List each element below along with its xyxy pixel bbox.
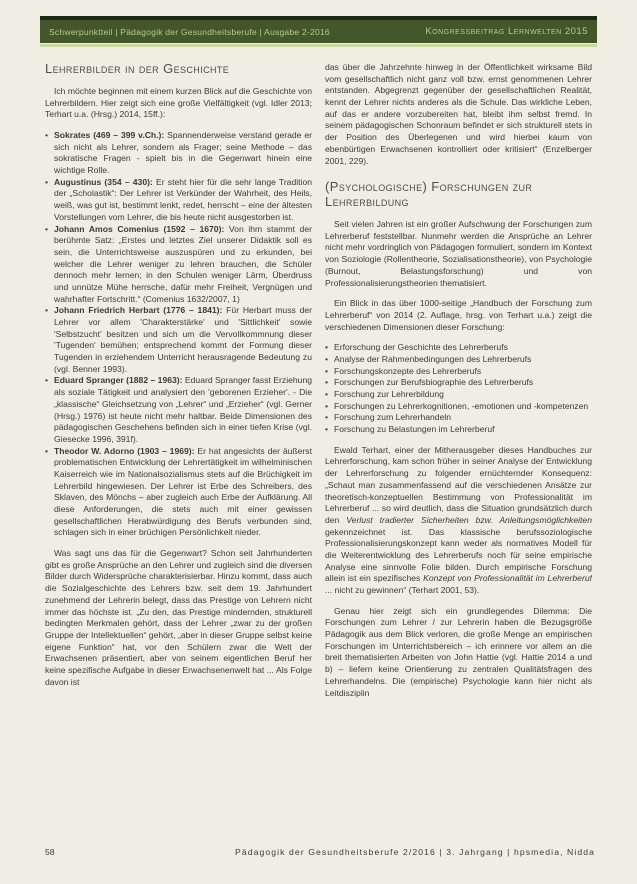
- history-item-text: Eduard Spranger fasst Erziehung als soziale Tätigkeit und analysiert den 'geborenen Erzieher'. - Die „klassische“ Gleichsetzung von „Lehrer“ und „Erzieher“ (vgl. Gerner (Hrsg.) 1976) ist heute nicht mehr haltbar. Beide Dimensionen des pädagogischen Geschehens befinden sich in einer tiefen Krise (vgl. Giesecke 1996, 391f).: [54, 375, 312, 444]
- history-item-name: Johann Amos Comenius (1592 – 1670):: [54, 223, 225, 234]
- history-item-name: Eduard Spranger (1882 – 1963):: [54, 375, 183, 386]
- history-item-name: Augustinus (354 – 430):: [54, 176, 153, 187]
- present-paragraph: Was sagt uns das für die Gegenwart? Schon seit Jahrhunderten gibt es große Ansprüche an den Lehrer und zugleich sind die diversen Bilder durch Widersprüche charakterisierbar. Hinzu kommt, dass auch die Sozialgeschichte des Lehrers bzw. seit dem 19. Jahrhundert zunehmend der Lehrerin belegt, dass das Prestige von Lehrern nicht immer das höchste ist. „Zu den, das Prestige mindernden, strukturell bedingten Merkmalen gehört, dass der Lehrer „zwar zu der großen Gruppe der Intellektuellen“ gehört, „aber in dieser Gruppe selbst keine eigene Funktion“ hat, vor den Schülern zwar die Welt der Erwachsenen präsentiert, aber von seinem eigentlichen Beruf her keine spezifische Aufgabe in dieser Erwachsenenwelt hat ... Als Folge davon ist: [45, 548, 312, 687]
- history-item-text: Von ihm stammt der berühmte Satz: „Erstes und letztes Ziel unserer Didaktik soll es sein, die Unterrichtsweise auszuspüren und zu erkunden, bei welcher die Lehrer weniger zu lehren brauchen, die Schüler dennoch mehr lernen; in den Schulen weniger Lärm, Überdruss und unnütze Mühe herrsche, dafür mehr Freiheit, Vergnügen und wahrhafter Fortschritt.“ (Comenius 1632/2007, 1): [54, 223, 312, 304]
- intro-paragraph: Ich möchte beginnen mit einem kurzen Blick auf die Geschichte von Lehrerbildern. Hier zeigt sich eine große Vielfältigkeit (vgl. Idler 2013; Terhart u.a. (Hrsg.) 2014, 15ff.):: [45, 85, 312, 120]
- terhart-segment: ... nicht zu gewinnen“ (Terhart 2001, 53).: [325, 585, 480, 595]
- history-item-text: Für Herbart muss der Lehrer vor allem 'Charakterstärke' und 'Sittlichkeit' sowie 'Selbstzucht' besitzen und sich um die Vervollkommnung dieser 'Tugenden' bemühen; entsprechend kommt der Formung dieser Tugenden in erziehendem Unterricht herausragende Bedeutung zu (vgl. Benner 1993).: [54, 305, 312, 374]
- history-item-name: Theodor W. Adorno (1903 – 1969):: [54, 445, 195, 456]
- dimension-item: • Analyse der Rahmenbedingungen des Lehrerberufs: [325, 354, 592, 366]
- header-underline: [40, 44, 597, 47]
- dimension-item: • Forschung zum Lehrerhandeln: [325, 412, 592, 424]
- history-item-name: Sokrates (469 – 399 v.Ch.):: [54, 130, 165, 140]
- research-dimensions-list: [325, 342, 592, 436]
- footer: [45, 847, 595, 857]
- header-congress-label: Kongressbeitrag Lernwelten 2015: [425, 26, 588, 37]
- section-heading-research: (Psychologische) Forschungen zur Lehrerbildung: [325, 179, 533, 210]
- article-body: [45, 62, 592, 800]
- header-section-label: Schwerpunktteil | Pädagogik der Gesundheitsberufe | Ausgabe 2-2016: [49, 26, 330, 37]
- continuation-paragraph: das über die Jahrzehnte hinweg in der Öffentlichkeit wirksame Bild vom gesellschaftlich nicht ganz voll bzw. ernst genommenen Lehrer entstanden. Abgegrenzt gegenüber der gesellschaftlichen Realität, kennt der Lehrer nichts anderes als die Schule. Das wirkliche Leben, auf das er andere vorzubereiten hat, bleibt ihm selbst fremd. In seinem pädagogischen Schonraum befindet er sich strukturell stets in der Position des Überlegenen und wird hierbei kaum von ebenbürtigen Erwachsenen kontrolliert oder kritisiert“ (Enzelberger 2001, 229).: [325, 62, 592, 166]
- dimension-item: • Forschung zu Belastungen im Lehrerberuf: [325, 424, 592, 436]
- dimension-item: • Erforschung der Geschichte des Lehrerberufs: [325, 342, 592, 354]
- page-number: 58: [45, 847, 55, 857]
- history-item: [45, 130, 312, 177]
- history-item-text: Er hat angesichts der äußerst problematischen Entwicklung der Lehrertätigkeit im wilhelminischen Kaiserreich wie im Nationalsozialismus stets auf die Brüchigkeit im Lehrerbild hingewiesen. Der Lehrer ist Erbe des Schreibers, des Sklaven, des Mönchs – aber zugleich auch Erbe der Aufklärung. All diese Anforderungen, die stets auch mit einer gewissen gesellschaftlichen Herabwürdigung des Berufs verbunden sind, schlagen sich in einer brüchigen Persönlichkeit nieder.: [54, 445, 312, 538]
- header-bar: [40, 16, 597, 43]
- handbook-paragraph: Ein Blick in das über 1000-seitige „Handbuch der Forschung zum Lehrerberuf“ von 2014 (2. Auflage, hrsg. von Terhart u.a.) zeigt die verschiedenen Dimensionen dieser Forschung:: [325, 298, 592, 332]
- history-item: [45, 446, 312, 540]
- history-item-text: Spannenderweise verstand gerade er sich nicht als Lehrer, sondern als Frager; seine Methode – das sokratische Fragen - spielt bis in die Gegenwart hinein eine wichtige Rolle.: [54, 130, 312, 176]
- terhart-paragraph: [325, 445, 592, 597]
- right-column: [325, 62, 592, 800]
- history-item-text: Er steht hier für die sehr lange Tradition der „Scholastik“: Der Lehrer ist Verkünder der Wahrheit, des Heils, weiß, was gut ist, bestimmt lenkt, redet, herrscht – eine der ältesten Vorstellungen vom Lehrer, die bis heute nicht ausgestorben ist.: [54, 176, 313, 222]
- journal-footer-line: Pädagogik der Gesundheitsberufe 2/2016 | 3. Jahrgang | hpsmedia, Nidda: [235, 847, 595, 857]
- history-item: [45, 305, 312, 375]
- dimension-item: • Forschungen zur Berufsbiographie des Lehrerberufs: [325, 377, 592, 389]
- terhart-italic-quote: Konzept von Professionalität im Lehrerberuf: [423, 573, 592, 584]
- terhart-segment: Ewald Terhart, einer der Mitherausgeber dieses Handbuches zur Lehrerforschung, kam schon früher in seiner Analyse der Entwicklung der Lehrerforschung zu folgender ernüchternder Konsequenz: „Schaut man zusammenfassend auf die verschiedenen Ansätze zur theoretisch-konzeptuellen Bestimmung von Professionalität im Lehrerberuf ... so wird deutlich, dass die Situation grundsätzlich durch den: [325, 444, 592, 525]
- history-item: [45, 224, 312, 306]
- history-item-name: Johann Friedrich Herbart (1776 – 1841):: [54, 305, 223, 316]
- history-item: [45, 177, 312, 224]
- research-paragraph: Seit vielen Jahren ist ein großer Aufschwung der Forschungen zum Lehrerberuf feststellbar. Nunmehr werden die Ansprüche an Lehrer nicht mehr vordringlich von Pädagogen formuliert, sondern im Kontext von Soziologie (Rollentheorie, Sozialisationstheorie), von Psychologie (Burnout, Belastungsforschung) und von Professionalisierungstheorien thematisiert.: [325, 219, 592, 288]
- dimension-item: • Forschungskonzepte des Lehrerberufs: [325, 366, 592, 378]
- left-column: [45, 62, 312, 800]
- dilemma-paragraph: Genau hier zeigt sich ein grundlegendes Dilemma: Die Forschungen zum Lehrer / zur Lehrerin haben die Bezugsgröße Pädagogik aus dem Blick verloren, die große Menge an empirischen Forschungen im Unterrichtsbereich – ich erinnere vor allem an die breit thematisierten Arbeiten von John Hattie (vgl. Hattie 2014 a und b) – liefern keine Orientierung zu zentralen Qualitätsfragen des Lehrerhandelns. Die (empirische) Psychologie kann hier nicht als Leitdisziplin: [325, 605, 592, 698]
- terhart-segment: gekennzeichnet ist. Das klassische berufssoziologische Professionalisierungskonzept kann weder als normatives Modell für die Weiterentwicklung des Lehrerberufs noch für seine empirische Analyse eine sinnvolle Folie bilden. Durch empirische Forschung allein ist ein spezifisches: [325, 526, 592, 584]
- terhart-italic-quote: Verlust tradierter Sicherheiten bzw. Anleitungsmöglichkeiten: [346, 514, 592, 525]
- article-title: Lehrerbilder in der Geschichte: [45, 62, 230, 76]
- dimension-item: • Forschungen zu Lehrerkognitionen, -emotionen und -kompetenzen: [325, 401, 592, 413]
- dimension-item: • Forschung zur Lehrerbildung: [325, 389, 592, 401]
- history-item: [45, 375, 312, 445]
- history-list: [45, 130, 312, 539]
